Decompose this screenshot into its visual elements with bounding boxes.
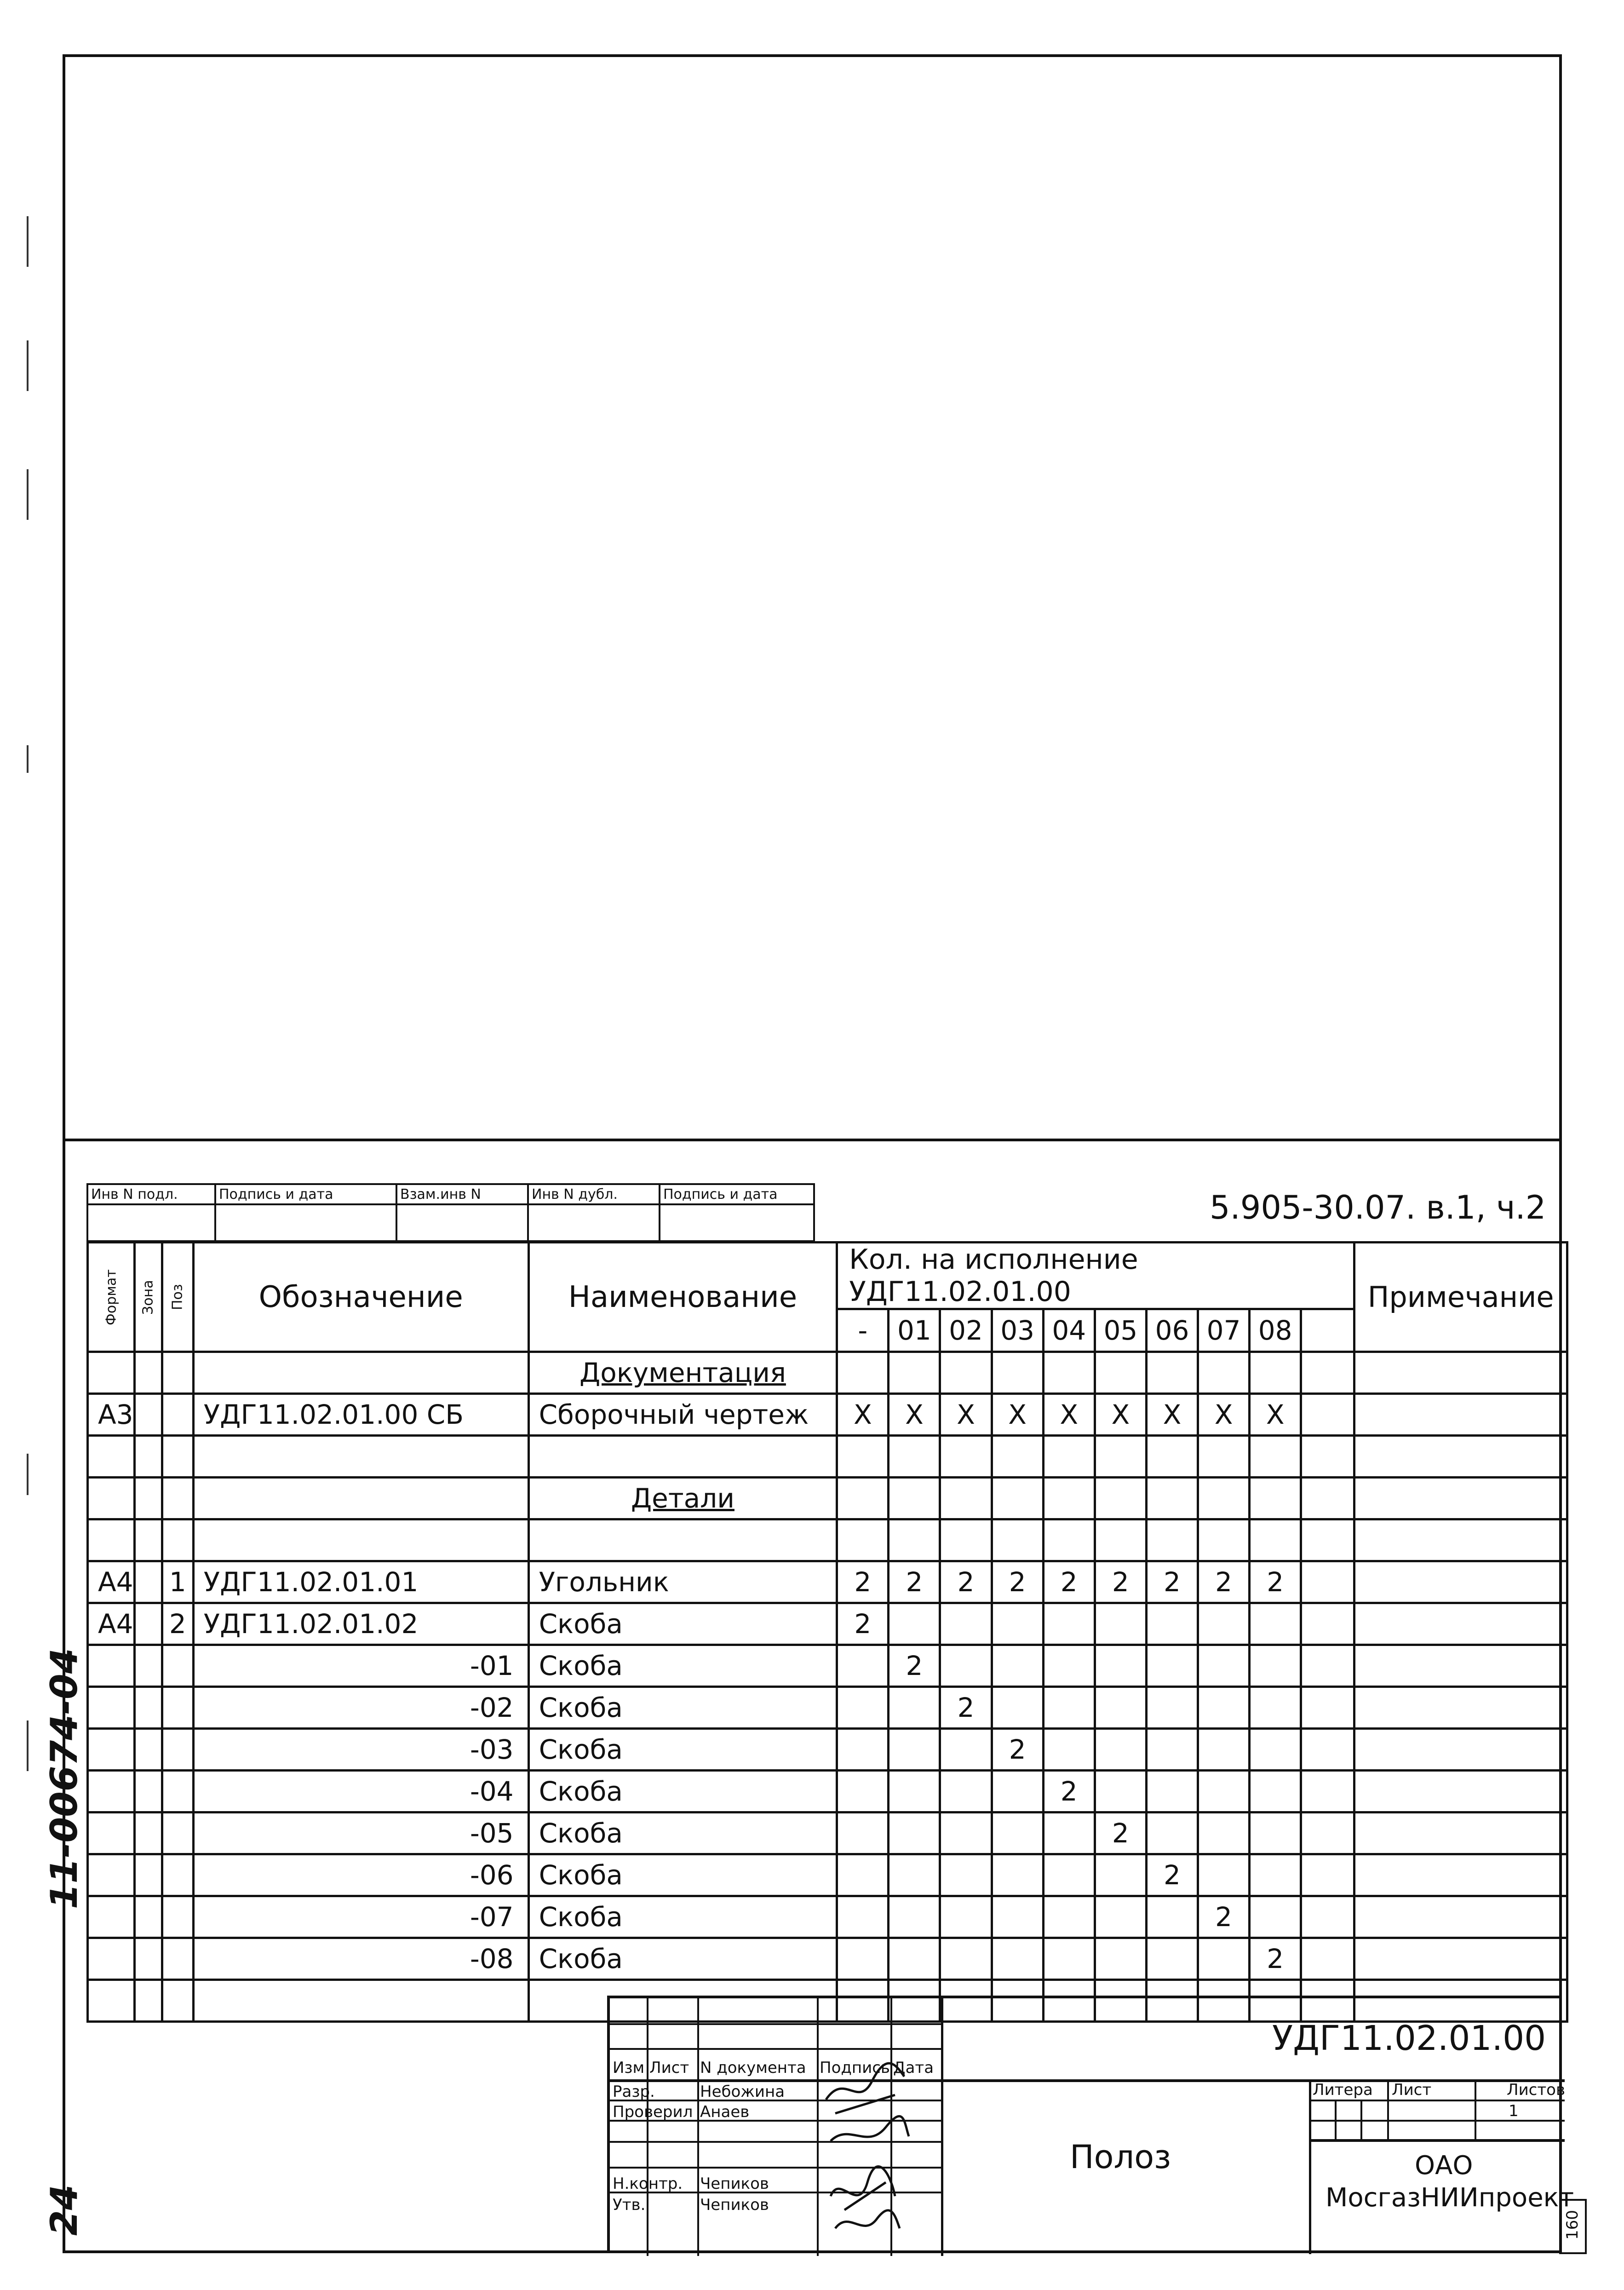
col-qty-header: Кол. на исполнение УДГ11.02.01.00 [837, 1243, 1354, 1309]
cell-format [88, 1729, 135, 1771]
page-number: 160 [1563, 2210, 1582, 2240]
cell-empty [88, 1980, 135, 2022]
cell-qty [940, 1771, 992, 1812]
cell-qty [1043, 1687, 1095, 1729]
cell-format [88, 1687, 135, 1729]
margin-mark [27, 469, 29, 520]
cell-format: А4 [88, 1603, 135, 1645]
cell-note [1354, 1896, 1567, 1938]
cell-qty: 2 [1146, 1854, 1198, 1896]
cell-note [1354, 1687, 1567, 1729]
cell-qty: Х [889, 1394, 940, 1436]
cell-qty [889, 1854, 940, 1896]
cell-position [162, 1896, 193, 1938]
cell-qty [889, 1771, 940, 1812]
left-stamp [86, 1183, 815, 1242]
cell-qty: 2 [1146, 1561, 1198, 1603]
org-line-1: ОАО [1415, 2151, 1473, 2181]
cell-note [1354, 1729, 1567, 1771]
cell-format: А4 [88, 1561, 135, 1603]
margin-mark [27, 745, 29, 773]
cell-qty: 2 [889, 1561, 940, 1603]
margin-mark [27, 340, 29, 391]
cell-qty [1198, 1729, 1250, 1771]
cell-qty [1043, 1854, 1095, 1896]
cell-format [88, 1896, 135, 1938]
cell-qty [1198, 1771, 1250, 1812]
sheets-count: 1 [1509, 2102, 1519, 2120]
cell-qty: 2 [1095, 1812, 1146, 1854]
hdr-izm: Изм [613, 2059, 645, 2077]
cell-designation: -07 [193, 1896, 528, 1938]
cell-qty: 2 [1250, 1938, 1301, 1980]
cell-name: Скоба [528, 1603, 837, 1645]
cell-qty [1043, 1645, 1095, 1687]
org-line-2: МосгазНИИпроект [1326, 2183, 1574, 2213]
spec-top-rule [63, 1139, 1562, 1141]
cell-qty: 2 [1198, 1896, 1250, 1938]
cell-qty [837, 1812, 889, 1854]
cell-designation: -02 [193, 1687, 528, 1729]
cell-designation: -08 [193, 1938, 528, 1980]
cell-qty [1095, 1687, 1146, 1729]
cell-note [1354, 1394, 1567, 1436]
cell-note [1354, 1854, 1567, 1896]
cell-qty: 2 [837, 1561, 889, 1603]
handwritten-note: 11-00674-04 [43, 1648, 86, 1909]
cell-name: Угольник [528, 1561, 837, 1603]
cell-qty [837, 1687, 889, 1729]
cell-qty [1095, 1896, 1146, 1938]
cell-qty [1043, 1938, 1095, 1980]
cell-zone [134, 1938, 162, 1980]
cell-qty [1146, 1603, 1198, 1645]
col-designation-header: Обозначение [193, 1243, 528, 1352]
cell-qty [1146, 1812, 1198, 1854]
cell-designation: -03 [193, 1729, 528, 1771]
cell-qty: 2 [940, 1687, 992, 1729]
table-row [88, 1561, 1567, 1603]
cell-designation: УДГ11.02.01.01 [193, 1561, 528, 1603]
table-row [88, 1645, 1567, 1687]
variant-header: 06 [1146, 1309, 1198, 1352]
variant-header: 02 [940, 1309, 992, 1352]
cell-qty: Х [1095, 1394, 1146, 1436]
cell-qty: Х [1250, 1394, 1301, 1436]
cell-designation: -06 [193, 1854, 528, 1896]
cell-note [1354, 1812, 1567, 1854]
cell-qty [1250, 1729, 1301, 1771]
cell-qty [889, 1938, 940, 1980]
cell-qty [1043, 1896, 1095, 1938]
stamp-vzam: Взам.инв N [396, 1184, 528, 1204]
cell-qty [1095, 1645, 1146, 1687]
cell-position: 1 [162, 1561, 193, 1603]
cell-qty [1250, 1896, 1301, 1938]
cell-qty [1043, 1812, 1095, 1854]
cell-qty [1095, 1854, 1146, 1896]
cell-qty [889, 1729, 940, 1771]
cell-qty [1095, 1729, 1146, 1771]
cell-qty-extra [1301, 1854, 1354, 1896]
hdr-doc: N документа [700, 2059, 806, 2077]
col-zone-header: Зона [134, 1243, 162, 1352]
variant-header: 08 [1250, 1309, 1301, 1352]
cell-qty: 2 [837, 1603, 889, 1645]
cell-position [162, 1812, 193, 1854]
cell-qty: Х [837, 1394, 889, 1436]
role-approver: Утв. [613, 2196, 646, 2214]
cell-empty [162, 1980, 193, 2022]
lbl-sheets: Листов [1507, 2081, 1566, 2099]
cell-zone [134, 1603, 162, 1645]
cell-qty: Х [940, 1394, 992, 1436]
role-norm-control: Н.контр. [613, 2175, 683, 2193]
cell-qty: Х [1146, 1394, 1198, 1436]
cell-zone [134, 1687, 162, 1729]
cell-qty [1146, 1771, 1198, 1812]
cell-qty [889, 1687, 940, 1729]
cell-zone [134, 1561, 162, 1603]
name-approver: Чепиков [700, 2196, 769, 2214]
name-developer: Небожина [700, 2083, 785, 2101]
cell-zone [134, 1729, 162, 1771]
cell-qty: Х [992, 1394, 1043, 1436]
cell-name: Скоба [528, 1771, 837, 1812]
cell-format [88, 1812, 135, 1854]
variant-header: 04 [1043, 1309, 1095, 1352]
variant-header: 01 [889, 1309, 940, 1352]
cell-name: Скоба [528, 1896, 837, 1938]
lbl-litera: Литера [1313, 2081, 1373, 2099]
cell-qty: 2 [992, 1561, 1043, 1603]
cell-qty [889, 1603, 940, 1645]
cell-qty [940, 1896, 992, 1938]
signatures [817, 2044, 918, 2247]
cell-designation: -05 [193, 1812, 528, 1854]
cell-qty [1198, 1812, 1250, 1854]
cell-qty: 2 [940, 1561, 992, 1603]
cell-position [162, 1938, 193, 1980]
hdr-date: Дата [893, 2059, 934, 2077]
variant-header: 07 [1198, 1309, 1250, 1352]
cell-qty [1095, 1938, 1146, 1980]
cell-qty [1146, 1938, 1198, 1980]
section-documentation: Документация [528, 1352, 837, 1394]
cell-qty [992, 1812, 1043, 1854]
cell-qty [1146, 1896, 1198, 1938]
cell-empty [193, 1980, 528, 2022]
cell-qty-extra [1301, 1561, 1354, 1603]
cell-qty-extra [1301, 1896, 1354, 1938]
cell-qty [837, 1896, 889, 1938]
cell-qty [837, 1854, 889, 1896]
table-row [88, 1771, 1567, 1812]
cell-designation: УДГ11.02.01.00 СБ [193, 1394, 528, 1436]
cell-note [1354, 1771, 1567, 1812]
cell-qty [992, 1854, 1043, 1896]
table-row [88, 1394, 1567, 1436]
cell-position [162, 1394, 193, 1436]
cell-qty-extra [1301, 1729, 1354, 1771]
cell-qty [1250, 1812, 1301, 1854]
cell-qty [1250, 1854, 1301, 1896]
cell-name: Скоба [528, 1729, 837, 1771]
role-checker: Проверил [613, 2103, 693, 2121]
cell-zone [134, 1771, 162, 1812]
cell-qty [1198, 1645, 1250, 1687]
variant-header: 03 [992, 1309, 1043, 1352]
cell-position [162, 1645, 193, 1687]
cell-qty [837, 1938, 889, 1980]
col-pos-header: Поз [162, 1243, 193, 1352]
cell-name: Сборочный чертеж [528, 1394, 837, 1436]
cell-qty [992, 1603, 1043, 1645]
cell-qty [1146, 1645, 1198, 1687]
cell-qty [1250, 1687, 1301, 1729]
role-developer: Разр. [613, 2083, 655, 2101]
name-norm-control: Чепиков [700, 2175, 769, 2193]
cell-zone [134, 1896, 162, 1938]
cell-designation: -04 [193, 1771, 528, 1812]
product-title: Полоз [1070, 2138, 1171, 2176]
cell-qty-extra [1301, 1394, 1354, 1436]
cell-format [88, 1645, 135, 1687]
cell-qty [940, 1729, 992, 1771]
cell-qty [1146, 1687, 1198, 1729]
cell-qty [992, 1771, 1043, 1812]
col-format-header: Формат [88, 1243, 135, 1352]
cell-qty [1198, 1687, 1250, 1729]
page-number-box [1559, 2199, 1587, 2254]
cell-qty-extra [1301, 1938, 1354, 1980]
cell-position: 2 [162, 1603, 193, 1645]
table-row [88, 1854, 1567, 1896]
cell-name: Скоба [528, 1854, 837, 1896]
cell-qty: 2 [1043, 1771, 1095, 1812]
cell-note [1354, 1561, 1567, 1603]
cell-name: Скоба [528, 1938, 837, 1980]
margin-mark [27, 1454, 29, 1495]
cell-qty: 2 [1095, 1561, 1146, 1603]
cell-qty [1043, 1729, 1095, 1771]
cell-qty [1043, 1603, 1095, 1645]
cell-qty [1095, 1603, 1146, 1645]
cell-name: Скоба [528, 1687, 837, 1729]
table-row [88, 1896, 1567, 1938]
cell-qty [1198, 1603, 1250, 1645]
cell-position [162, 1729, 193, 1771]
cell-qty [940, 1812, 992, 1854]
cell-qty [1250, 1603, 1301, 1645]
cell-qty [992, 1896, 1043, 1938]
cell-qty: 2 [889, 1645, 940, 1687]
cell-zone [134, 1854, 162, 1896]
lbl-sheet: Лист [1392, 2081, 1432, 2099]
handwritten-note-2: 24 [43, 2184, 86, 2236]
cell-qty [992, 1938, 1043, 1980]
cell-note [1354, 1645, 1567, 1687]
cell-position [162, 1687, 193, 1729]
cell-format [88, 1771, 135, 1812]
cell-qty [940, 1645, 992, 1687]
cell-qty [1146, 1729, 1198, 1771]
hdr-sign: Подпись [820, 2059, 890, 2077]
cell-qty [940, 1854, 992, 1896]
table-row [88, 1687, 1567, 1729]
col-name-header: Наименование [528, 1243, 837, 1352]
cell-qty: 2 [1043, 1561, 1095, 1603]
stamp-sign-date: Подпись и дата [215, 1184, 396, 1204]
cell-qty: Х [1198, 1394, 1250, 1436]
cell-qty: Х [1043, 1394, 1095, 1436]
cell-qty: 2 [1198, 1561, 1250, 1603]
cell-qty [992, 1645, 1043, 1687]
document-code: 5.905-30.07. в.1, ч.2 [1210, 1189, 1546, 1226]
cell-qty-extra [1301, 1812, 1354, 1854]
stamp-inv-podl: Инв N подл. [87, 1184, 215, 1204]
cell-zone [134, 1812, 162, 1854]
variant-header-empty [1301, 1309, 1354, 1352]
cell-format [88, 1938, 135, 1980]
cell-qty [837, 1729, 889, 1771]
cell-empty [134, 1980, 162, 2022]
margin-mark [27, 216, 29, 267]
section-parts: Детали [528, 1478, 837, 1519]
variant-header: - [837, 1309, 889, 1352]
cell-qty-extra [1301, 1771, 1354, 1812]
table-row [88, 1938, 1567, 1980]
cell-qty [1095, 1771, 1146, 1812]
cell-qty [992, 1687, 1043, 1729]
cell-qty [1198, 1854, 1250, 1896]
specification-table [86, 1241, 1568, 2023]
col-note-header: Примечание [1354, 1243, 1567, 1352]
cell-position [162, 1854, 193, 1896]
cell-qty [940, 1938, 992, 1980]
hdr-list: Лист [649, 2059, 689, 2077]
cell-qty [837, 1645, 889, 1687]
cell-qty: 2 [992, 1729, 1043, 1771]
cell-qty [940, 1603, 992, 1645]
cell-qty-extra [1301, 1645, 1354, 1687]
stamp-inv-dubl: Инв N дубл. [528, 1184, 660, 1204]
cell-name: Скоба [528, 1812, 837, 1854]
cell-qty-extra [1301, 1687, 1354, 1729]
cell-name: Скоба [528, 1645, 837, 1687]
margin-mark [27, 1720, 29, 1771]
cell-designation: -01 [193, 1645, 528, 1687]
cell-qty [1250, 1771, 1301, 1812]
name-checker: Анаев [700, 2103, 750, 2121]
table-row [88, 1729, 1567, 1771]
cell-qty [889, 1812, 940, 1854]
cell-format: А3 [88, 1394, 135, 1436]
cell-note [1354, 1938, 1567, 1980]
cell-qty [1250, 1645, 1301, 1687]
stamp-sign-date-2: Подпись и дата [660, 1184, 814, 1204]
cell-note [1354, 1603, 1567, 1645]
variant-header: 05 [1095, 1309, 1146, 1352]
cell-qty [837, 1771, 889, 1812]
cell-zone [134, 1645, 162, 1687]
cell-qty-extra [1301, 1603, 1354, 1645]
cell-format [88, 1854, 135, 1896]
cell-designation: УДГ11.02.01.02 [193, 1603, 528, 1645]
cell-zone [134, 1394, 162, 1436]
cell-qty [889, 1896, 940, 1938]
cell-qty [1198, 1938, 1250, 1980]
cell-position [162, 1771, 193, 1812]
table-row [88, 1812, 1567, 1854]
cell-qty: 2 [1250, 1561, 1301, 1603]
table-row [88, 1603, 1567, 1645]
document-designation: УДГ11.02.01.00 [1272, 2019, 1546, 2058]
